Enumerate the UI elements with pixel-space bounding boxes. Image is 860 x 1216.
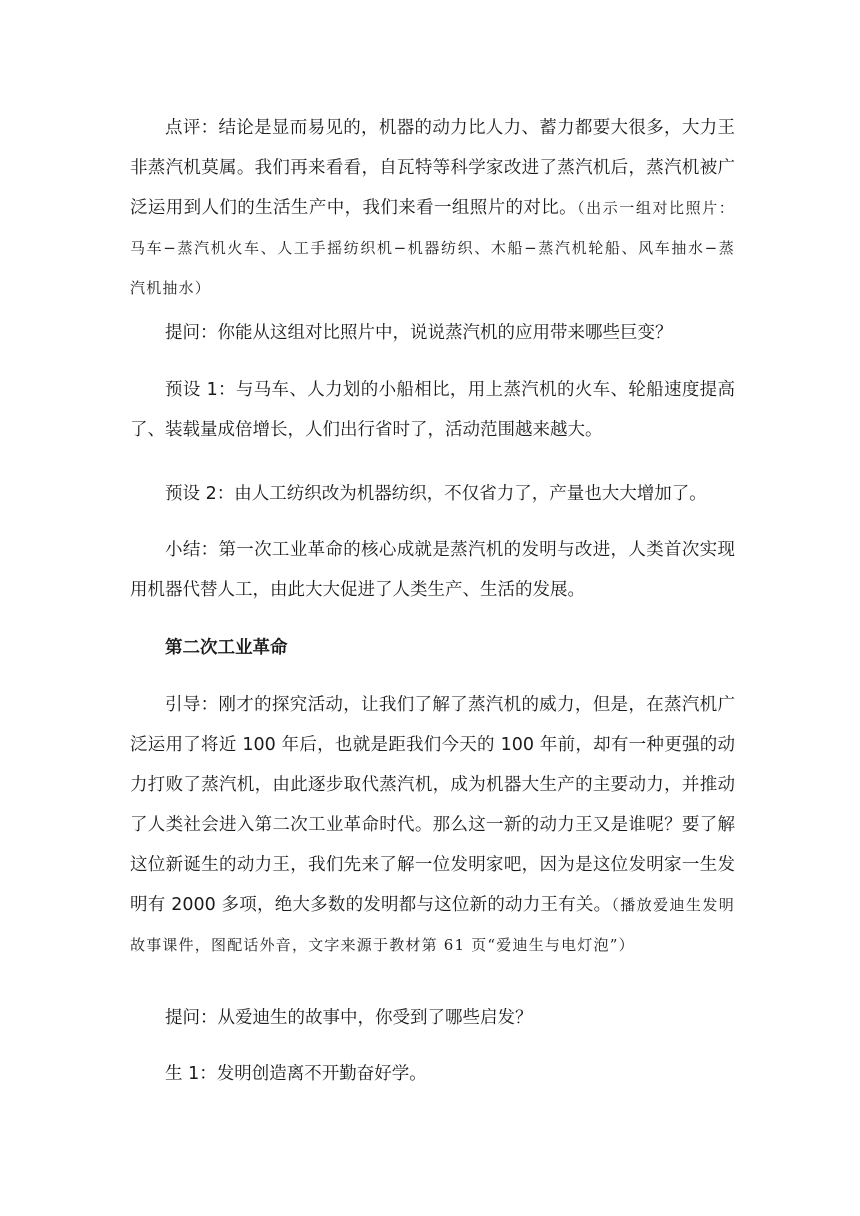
preset-paragraph-1: 预设 1：与马车、人力划的小船相比，用上蒸汽机的火车、轮船速度提高了、装载量成倍增长，人们出行省时了，活动范围越来越大。: [130, 380, 735, 440]
guide-paragraph: [130, 685, 735, 965]
question-paragraph-2: 提问：从爱迪生的故事中，你受到了哪些启发？: [165, 1008, 533, 1028]
question-paragraph-1: 提问：你能从这组对比照片中，说说蒸汽机的应用带来哪些巨变？: [165, 323, 673, 343]
guide-text: 引导：刚才的探究活动，让我们了解了蒸汽机的威力，但是，在蒸汽机广泛运用了将近 100 年后，也就是距我们今天的 100 年前，却有一种更强的动力打败了蒸汽机，由此逐步取代蒸汽机，成为机器大生产的主要动力，并推动了人类社会进入第二次工业革命时代。那么这一新的动力王又是谁呢？要了解这位新诞生的动力王，我们先来了解一位发明家吧，因为是这位发明家一生发明有 2000 多项，绝大多数的发明都与这位新的动力王有关。: [130, 695, 735, 915]
comment-paragraph: [130, 108, 735, 308]
preset-paragraph-2: 预设 2：由人工纺织改为机器纺织，不仅省力了，产量也大大增加了。: [165, 484, 707, 504]
guide-note: （播放爱迪生发明故事课件，图配话外音，文字来源于教材第 61 页“爱迪生与电灯泡”）: [130, 896, 735, 954]
summary-paragraph: 小结：第一次工业革命的核心成就是蒸汽机的发明与改进，人类首次实现用机器代替人工，由此大大促进了人类生产、生活的发展。: [130, 540, 735, 600]
section-heading: 第二次工业革命: [165, 638, 288, 658]
comment-text: 点评：结论是显而易见的，机器的动力比人力、蓄力都要大很多，大力王非蒸汽机莫属。我们再来看看，自瓦特等科学家改进了蒸汽机后，蒸汽机被广泛运用到人们的生活生产中，我们来看一组照片的对比。: [130, 118, 735, 218]
student-answer-1: 生 1：发明创造离不开勤奋好学。: [165, 1064, 427, 1084]
comment-note: （出示一组对比照片：马车−蒸汽机火车、人工手摇纺织机−机器纺织、木船−蒸汽机轮船、风车抽水−蒸汽机抽水）: [130, 199, 735, 297]
